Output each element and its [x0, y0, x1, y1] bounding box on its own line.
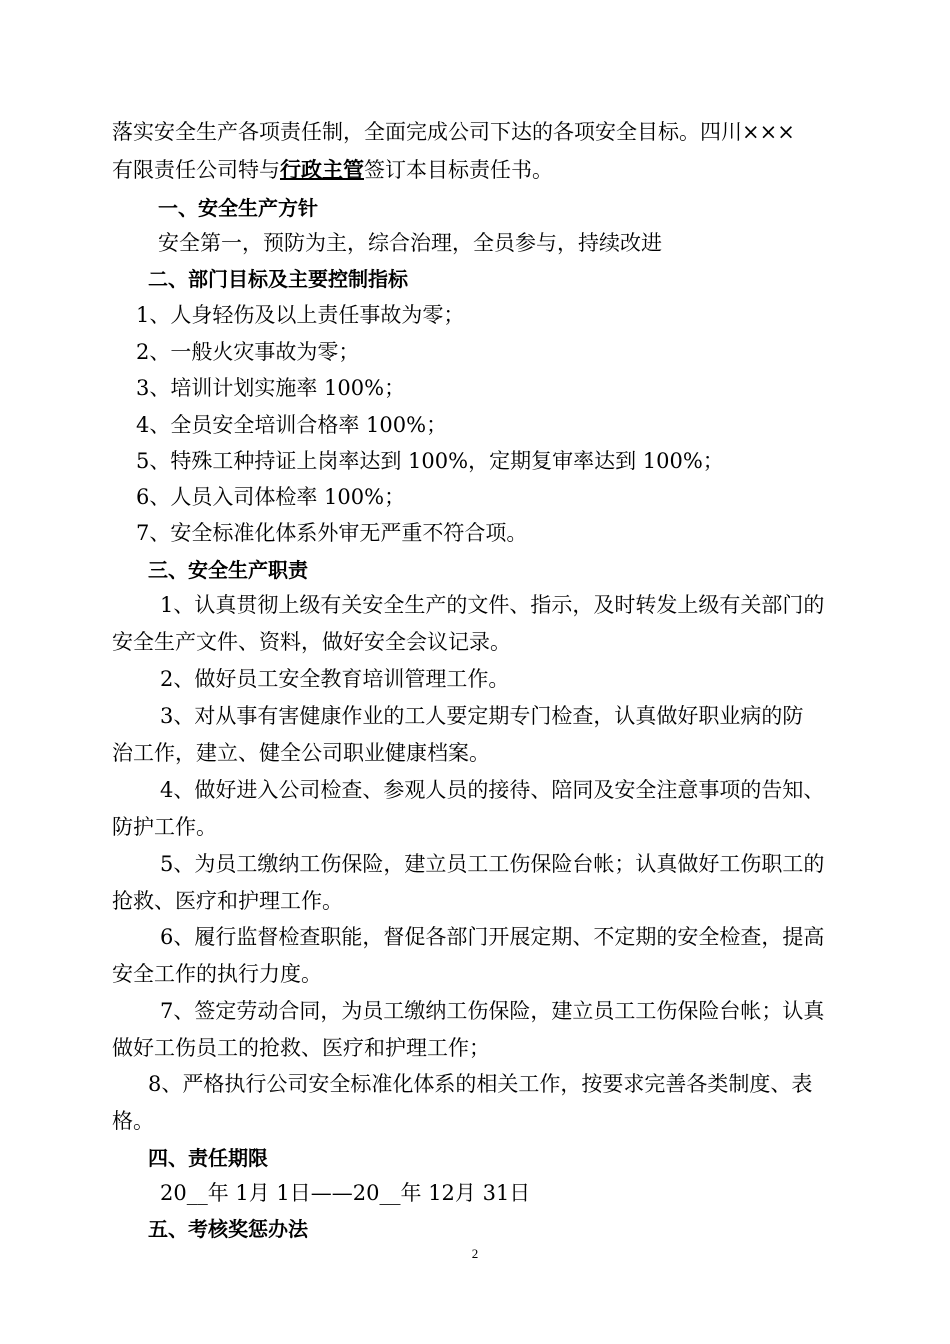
intro-text-before: 有限责任公司特与	[112, 158, 280, 182]
duty-line-15: 格。	[112, 1109, 154, 1133]
target-item-2: 2、一般火灾事故为零；	[136, 340, 360, 364]
duty-line-8: 5、为员工缴纳工伤保险，建立员工工伤保险台帐；认真做好工伤职工的	[160, 852, 825, 876]
duty-line-4: 3、对从事有害健康作业的工人要定期专门检查，认真做好职业病的防	[160, 704, 804, 728]
intro-text-after: 签订本目标责任书。	[364, 158, 553, 182]
duty-line-10: 6、履行监督检查职能，督促各部门开展定期、不定期的安全检查，提高	[160, 925, 825, 949]
duty-line-6: 4、做好进入公司检查、参观人员的接待、陪同及安全注意事项的告知、	[160, 778, 825, 802]
duty-line-12: 7、签定劳动合同，为员工缴纳工伤保险，建立员工工伤保险台帐；认真	[160, 999, 825, 1023]
duty-line-2: 安全生产文件、资料，做好安全会议记录。	[112, 630, 511, 654]
section-heading-5: 五、考核奖惩办法	[148, 1217, 308, 1241]
target-item-1: 1、人身轻伤及以上责任事故为零；	[136, 303, 465, 327]
section-heading-2: 二、部门目标及主要控制指标	[148, 267, 408, 291]
section1-text: 安全第一，预防为主，综合治理，全员参与，持续改进	[158, 231, 662, 255]
intro-line-1: 落实安全生产各项责任制，全面完成公司下达的各项安全目标。四川×××	[112, 120, 795, 144]
intro-line-2	[112, 155, 553, 185]
target-item-5: 5、特殊工种持证上岗率达到 100%，定期复审率达到 100%；	[136, 449, 724, 473]
section-heading-3: 三、安全生产职责	[148, 558, 308, 582]
section-heading-1: 一、安全生产方针	[158, 196, 318, 220]
duty-line-14: 8、严格执行公司安全标准化体系的相关工作，按要求完善各类制度、表	[148, 1072, 813, 1096]
target-item-7: 7、安全标准化体系外审无严重不符合项。	[136, 521, 528, 545]
duty-line-3: 2、做好员工安全教育培训管理工作。	[160, 667, 510, 691]
duty-line-5: 治工作，建立、健全公司职业健康档案。	[112, 741, 490, 765]
term-period: 20__年 1月 1日——20__年 12月 31日	[160, 1181, 531, 1205]
duty-line-9: 抢救、医疗和护理工作。	[112, 889, 343, 913]
target-item-3: 3、培训计划实施率 100%；	[136, 376, 406, 400]
underlined-role: 行政主管	[280, 158, 364, 182]
duty-line-7: 防护工作。	[112, 815, 217, 839]
target-item-6: 6、人员入司体检率 100%；	[136, 485, 406, 509]
duty-line-13: 做好工伤员工的抢救、医疗和护理工作；	[112, 1036, 490, 1060]
duty-line-11: 安全工作的执行力度。	[112, 962, 322, 986]
page-number: 2	[471, 1246, 479, 1261]
duty-line-1: 1、认真贯彻上级有关安全生产的文件、指示，及时转发上级有关部门的	[160, 593, 825, 617]
target-item-4: 4、全员安全培训合格率 100%；	[136, 413, 448, 437]
section-heading-4: 四、责任期限	[148, 1146, 268, 1170]
